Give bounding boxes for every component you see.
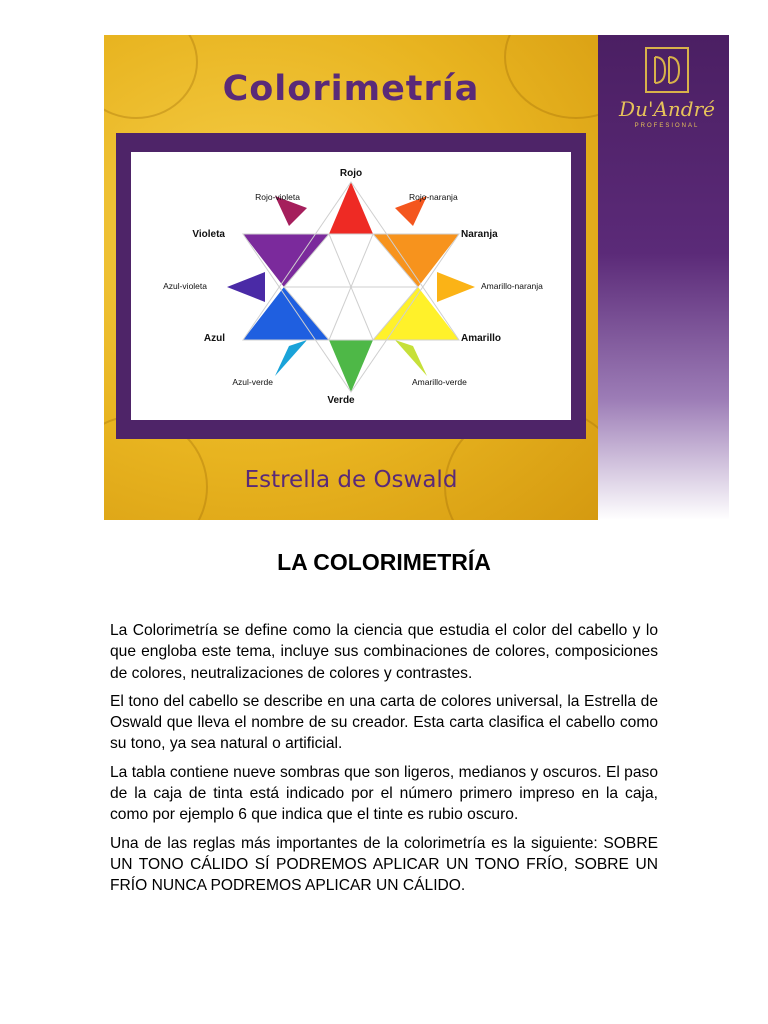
brand-logo [617,47,717,137]
label-amarillo-verde: Amarillo-verde [412,377,467,387]
label-violeta: Violeta [192,229,225,240]
banner-title: Colorimetría [222,69,480,109]
paragraph-3: La tabla contiene nueve sombras que son ligeros, medianos y oscuros. El paso de la caja de tinta está indicado por el número primero impreso en la caja, como por ejemplo 6 que indica que el tinte es rubio oscuro. [110,763,658,824]
label-amarillo: Amarillo [461,333,502,344]
amarillo-naranja-triangle [437,272,475,302]
label-azul-verde: Azul-verde [232,377,273,387]
oswald-star-diagram [131,152,571,420]
amarillo-verde-triangle [395,340,427,376]
banner-subtitle: Estrella de Oswald [244,467,458,493]
paragraph-1: La Colorimetría se define como la ciencia que estudia el color del cabello y lo que engloba este tema, incluye sus combinaciones de colores, composiciones de colores, neutralizaciones de colores y contrastes. [110,622,658,682]
paragraph-4: Una de las reglas más importantes de la colorimetría es la siguiente: SOBRE UN TONO CÁLIDO SÍ PODREMOS APLICAR UN TONO FRÍO, SOBRE UN FRÍO NUNCA PODREMOS APLICAR UN CÁLIDO. [110,834,658,895]
brand-tagline: PROFESIONAL [634,123,700,129]
azul-verde-triangle [275,340,307,376]
label-verde: Verde [327,395,355,406]
oswald-star-svg [131,152,571,420]
label-rojo-violeta: Rojo-violeta [255,192,300,202]
azul-violeta-triangle [227,272,265,302]
brand-name: Du'André [619,97,715,121]
label-rojo: Rojo [339,168,363,179]
header-banner [104,35,729,520]
label-naranja: Naranja [461,229,498,240]
paragraph-2: El tono del cabello se describe en una carta de colores universal, la Estrella de Oswald que lleva el nombre de su creador. Esta carta clasifica el cabello como su tono, ya sea natural o artificial. [110,692,658,753]
label-azul-violeta: Azul-violeta [163,281,207,291]
document-title: LA COLORIMETRÍA [277,549,491,575]
label-amarillo-naranja: Amarillo-naranja [481,281,543,291]
label-rojo-naranja: Rojo-naranja [409,192,458,202]
rojo-triangle [329,182,373,234]
label-azul: Azul [203,333,225,344]
dd-monogram-icon [645,47,689,93]
verde-triangle [329,340,373,392]
document-body [110,620,658,904]
